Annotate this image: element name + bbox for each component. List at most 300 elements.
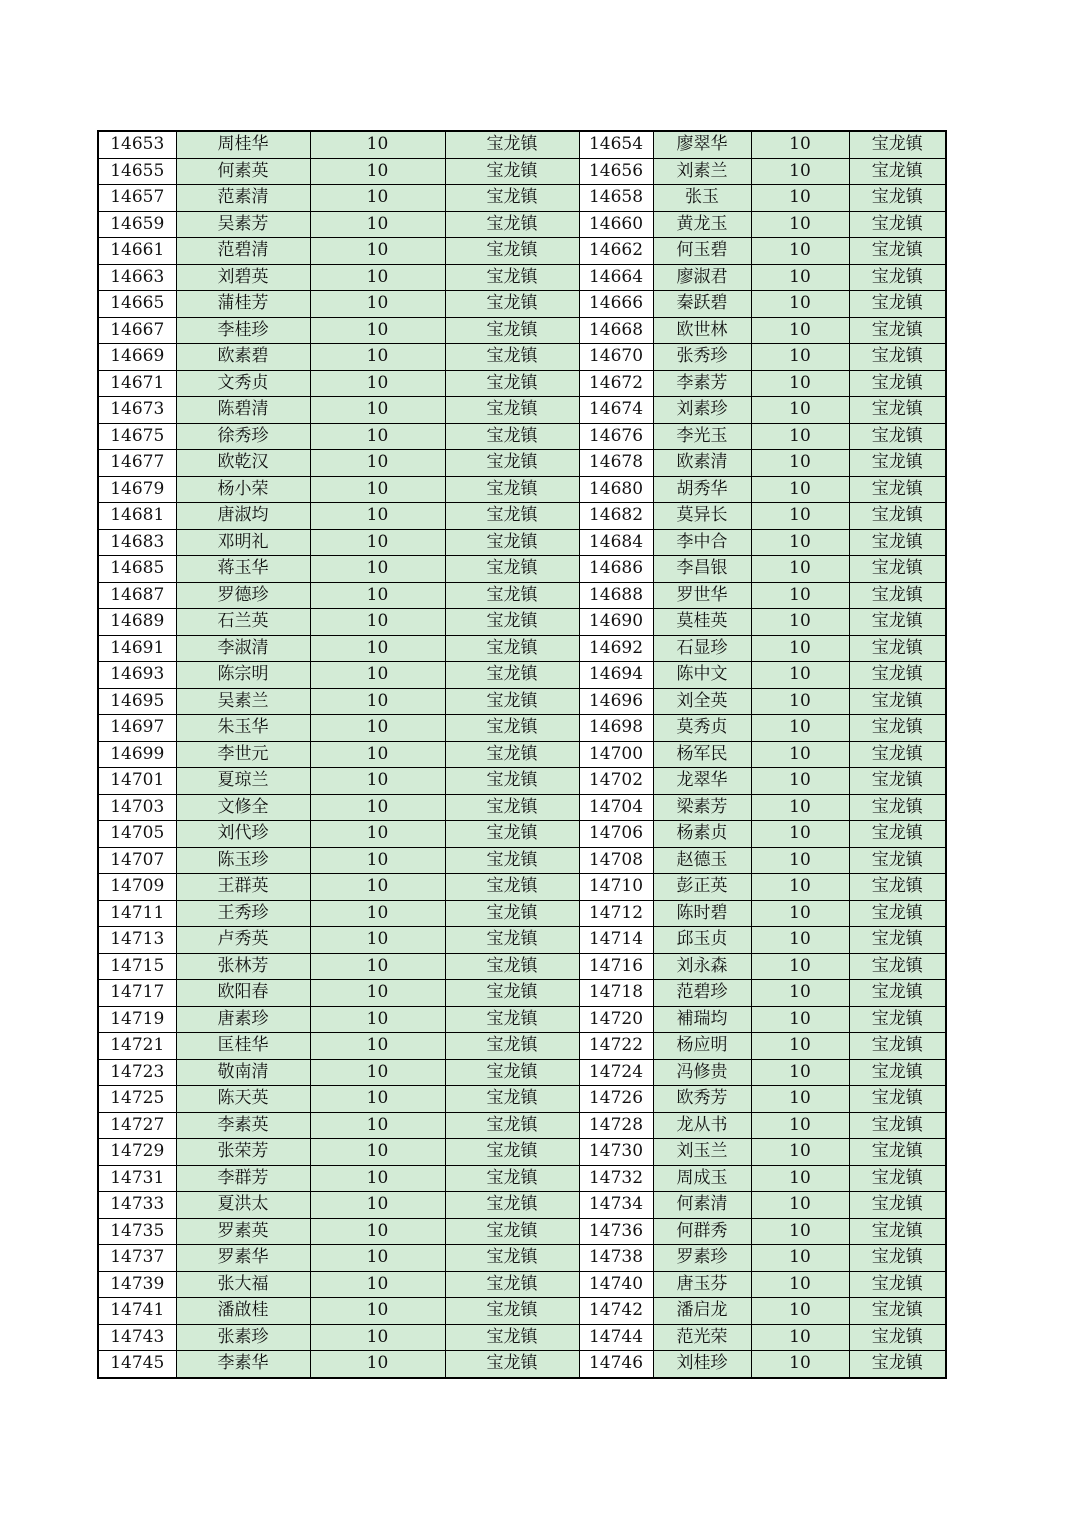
town-cell: 宝龙镇 (849, 715, 946, 742)
name-cell: 唐玉芬 (653, 1271, 751, 1298)
id-cell: 14740 (579, 1271, 653, 1298)
town-cell: 宝龙镇 (849, 158, 946, 185)
id-cell: 14667 (98, 317, 176, 344)
table-row (98, 238, 946, 265)
amount-cell: 10 (751, 1059, 849, 1086)
amount-cell: 10 (751, 185, 849, 212)
name-cell: 李素英 (176, 1112, 310, 1139)
town-cell: 宝龙镇 (849, 688, 946, 715)
id-cell: 14685 (98, 556, 176, 583)
town-cell: 宝龙镇 (445, 1006, 579, 1033)
id-cell: 14723 (98, 1059, 176, 1086)
name-cell: 罗素珍 (653, 1245, 751, 1272)
name-cell: 石兰英 (176, 609, 310, 636)
id-cell: 14712 (579, 900, 653, 927)
name-cell: 刘永森 (653, 953, 751, 980)
amount-cell: 10 (310, 1139, 445, 1166)
town-cell: 宝龙镇 (445, 1086, 579, 1113)
id-cell: 14700 (579, 741, 653, 768)
id-cell: 14726 (579, 1086, 653, 1113)
id-cell: 14734 (579, 1192, 653, 1219)
name-cell: 刘代珍 (176, 821, 310, 848)
name-cell: 罗素英 (176, 1218, 310, 1245)
table-row (98, 211, 946, 238)
table-row (98, 768, 946, 795)
name-cell: 彭正英 (653, 874, 751, 901)
table-row (98, 529, 946, 556)
town-cell: 宝龙镇 (849, 264, 946, 291)
id-cell: 14745 (98, 1351, 176, 1378)
id-cell: 14735 (98, 1218, 176, 1245)
name-cell: 王秀珍 (176, 900, 310, 927)
id-cell: 14692 (579, 635, 653, 662)
town-cell: 宝龙镇 (849, 1086, 946, 1113)
amount-cell: 10 (751, 900, 849, 927)
town-cell: 宝龙镇 (445, 715, 579, 742)
amount-cell: 10 (310, 238, 445, 265)
name-cell: 何素清 (653, 1192, 751, 1219)
id-cell: 14714 (579, 927, 653, 954)
id-cell: 14725 (98, 1086, 176, 1113)
town-cell: 宝龙镇 (445, 476, 579, 503)
name-cell: 罗素华 (176, 1245, 310, 1272)
name-cell: 匡桂华 (176, 1033, 310, 1060)
table-row (98, 688, 946, 715)
id-cell: 14673 (98, 397, 176, 424)
id-cell: 14728 (579, 1112, 653, 1139)
amount-cell: 10 (310, 794, 445, 821)
id-cell: 14688 (579, 582, 653, 609)
town-cell: 宝龙镇 (849, 317, 946, 344)
town-cell: 宝龙镇 (445, 238, 579, 265)
table-row (98, 794, 946, 821)
id-cell: 14680 (579, 476, 653, 503)
id-cell: 14665 (98, 291, 176, 318)
name-cell: 唐淑均 (176, 503, 310, 530)
id-cell: 14733 (98, 1192, 176, 1219)
name-cell: 张林芳 (176, 953, 310, 980)
name-cell: 张秀珍 (653, 344, 751, 371)
name-cell: 张荣芳 (176, 1139, 310, 1166)
table-row (98, 847, 946, 874)
name-cell: 李群芳 (176, 1165, 310, 1192)
amount-cell: 10 (310, 635, 445, 662)
town-cell: 宝龙镇 (849, 1298, 946, 1325)
amount-cell: 10 (751, 1033, 849, 1060)
amount-cell: 10 (310, 529, 445, 556)
name-cell: 吴素芳 (176, 211, 310, 238)
town-cell: 宝龙镇 (849, 1245, 946, 1272)
amount-cell: 10 (310, 370, 445, 397)
name-cell: 杨素贞 (653, 821, 751, 848)
amount-cell: 10 (751, 847, 849, 874)
table-row (98, 582, 946, 609)
amount-cell: 10 (310, 450, 445, 477)
town-cell: 宝龙镇 (445, 1218, 579, 1245)
id-cell: 14742 (579, 1298, 653, 1325)
table-body (98, 131, 946, 1378)
town-cell: 宝龙镇 (849, 582, 946, 609)
name-cell: 李中合 (653, 529, 751, 556)
amount-cell: 10 (751, 238, 849, 265)
table-row (98, 927, 946, 954)
amount-cell: 10 (751, 1192, 849, 1219)
amount-cell: 10 (310, 317, 445, 344)
name-cell: 卢秀英 (176, 927, 310, 954)
id-cell: 14681 (98, 503, 176, 530)
town-cell: 宝龙镇 (849, 821, 946, 848)
amount-cell: 10 (310, 874, 445, 901)
id-cell: 14727 (98, 1112, 176, 1139)
id-cell: 14693 (98, 662, 176, 689)
id-cell: 14677 (98, 450, 176, 477)
amount-cell: 10 (751, 158, 849, 185)
id-cell: 14729 (98, 1139, 176, 1166)
id-cell: 14722 (579, 1033, 653, 1060)
name-cell: 莫桂英 (653, 609, 751, 636)
table-row (98, 741, 946, 768)
amount-cell: 10 (751, 264, 849, 291)
amount-cell: 10 (310, 688, 445, 715)
name-cell: 李光玉 (653, 423, 751, 450)
town-cell: 宝龙镇 (445, 662, 579, 689)
town-cell: 宝龙镇 (445, 582, 579, 609)
id-cell: 14743 (98, 1324, 176, 1351)
id-cell: 14668 (579, 317, 653, 344)
name-cell: 龙翠华 (653, 768, 751, 795)
town-cell: 宝龙镇 (445, 317, 579, 344)
amount-cell: 10 (751, 1139, 849, 1166)
amount-cell: 10 (310, 821, 445, 848)
table-row (98, 1059, 946, 1086)
town-cell: 宝龙镇 (849, 370, 946, 397)
id-cell: 14731 (98, 1165, 176, 1192)
amount-cell: 10 (310, 927, 445, 954)
town-cell: 宝龙镇 (445, 609, 579, 636)
name-cell: 龙从书 (653, 1112, 751, 1139)
amount-cell: 10 (751, 582, 849, 609)
name-cell: 梁素芳 (653, 794, 751, 821)
table-row (98, 1033, 946, 1060)
table-row (98, 1192, 946, 1219)
town-cell: 宝龙镇 (849, 874, 946, 901)
name-cell: 夏琼兰 (176, 768, 310, 795)
id-cell: 14682 (579, 503, 653, 530)
id-cell: 14713 (98, 927, 176, 954)
amount-cell: 10 (751, 131, 849, 158)
id-cell: 14704 (579, 794, 653, 821)
id-cell: 14664 (579, 264, 653, 291)
table-row (98, 1245, 946, 1272)
amount-cell: 10 (310, 291, 445, 318)
amount-cell: 10 (310, 211, 445, 238)
name-cell: 徐秀珍 (176, 423, 310, 450)
table-row (98, 185, 946, 212)
name-cell: 刘玉兰 (653, 1139, 751, 1166)
town-cell: 宝龙镇 (849, 741, 946, 768)
name-cell: 周桂华 (176, 131, 310, 158)
amount-cell: 10 (310, 953, 445, 980)
name-cell: 陈宗明 (176, 662, 310, 689)
town-cell: 宝龙镇 (849, 450, 946, 477)
amount-cell: 10 (751, 715, 849, 742)
name-cell: 蒲桂芳 (176, 291, 310, 318)
town-cell: 宝龙镇 (445, 1165, 579, 1192)
name-cell: 陈中文 (653, 662, 751, 689)
name-cell: 王群英 (176, 874, 310, 901)
town-cell: 宝龙镇 (445, 529, 579, 556)
id-cell: 14671 (98, 370, 176, 397)
town-cell: 宝龙镇 (445, 1245, 579, 1272)
town-cell: 宝龙镇 (445, 1351, 579, 1378)
id-cell: 14724 (579, 1059, 653, 1086)
id-cell: 14670 (579, 344, 653, 371)
town-cell: 宝龙镇 (849, 556, 946, 583)
name-cell: 李昌银 (653, 556, 751, 583)
amount-cell: 10 (751, 1351, 849, 1378)
id-cell: 14711 (98, 900, 176, 927)
town-cell: 宝龙镇 (445, 397, 579, 424)
amount-cell: 10 (310, 158, 445, 185)
name-cell: 赵德玉 (653, 847, 751, 874)
amount-cell: 10 (310, 900, 445, 927)
amount-cell: 10 (751, 291, 849, 318)
id-cell: 14698 (579, 715, 653, 742)
town-cell: 宝龙镇 (445, 1192, 579, 1219)
name-cell: 欧素碧 (176, 344, 310, 371)
name-cell: 刘全英 (653, 688, 751, 715)
name-cell: 潘啟桂 (176, 1298, 310, 1325)
table-row (98, 131, 946, 158)
table-row (98, 370, 946, 397)
id-cell: 14663 (98, 264, 176, 291)
town-cell: 宝龙镇 (849, 211, 946, 238)
id-cell: 14699 (98, 741, 176, 768)
id-cell: 14739 (98, 1271, 176, 1298)
town-cell: 宝龙镇 (445, 131, 579, 158)
town-cell: 宝龙镇 (445, 291, 579, 318)
town-cell: 宝龙镇 (849, 953, 946, 980)
name-cell: 文秀贞 (176, 370, 310, 397)
table-row (98, 264, 946, 291)
amount-cell: 10 (310, 1006, 445, 1033)
amount-cell: 10 (310, 185, 445, 212)
town-cell: 宝龙镇 (849, 1139, 946, 1166)
id-cell: 14659 (98, 211, 176, 238)
id-cell: 14716 (579, 953, 653, 980)
name-cell: 邓明礼 (176, 529, 310, 556)
id-cell: 14686 (579, 556, 653, 583)
amount-cell: 10 (751, 609, 849, 636)
name-cell: 杨军民 (653, 741, 751, 768)
amount-cell: 10 (310, 662, 445, 689)
amount-cell: 10 (751, 768, 849, 795)
id-cell: 14676 (579, 423, 653, 450)
amount-cell: 10 (751, 741, 849, 768)
amount-cell: 10 (751, 953, 849, 980)
name-cell: 欧素清 (653, 450, 751, 477)
id-cell: 14717 (98, 980, 176, 1007)
town-cell: 宝龙镇 (849, 185, 946, 212)
id-cell: 14661 (98, 238, 176, 265)
id-cell: 14695 (98, 688, 176, 715)
town-cell: 宝龙镇 (445, 1271, 579, 1298)
name-cell: 莫异长 (653, 503, 751, 530)
amount-cell: 10 (310, 344, 445, 371)
id-cell: 14684 (579, 529, 653, 556)
town-cell: 宝龙镇 (445, 344, 579, 371)
amount-cell: 10 (751, 317, 849, 344)
amount-cell: 10 (751, 1086, 849, 1113)
id-cell: 14746 (579, 1351, 653, 1378)
amount-cell: 10 (310, 1298, 445, 1325)
town-cell: 宝龙镇 (445, 1324, 579, 1351)
amount-cell: 10 (310, 1059, 445, 1086)
table-row (98, 503, 946, 530)
id-cell: 14653 (98, 131, 176, 158)
id-cell: 14730 (579, 1139, 653, 1166)
town-cell: 宝龙镇 (849, 794, 946, 821)
id-cell: 14718 (579, 980, 653, 1007)
town-cell: 宝龙镇 (849, 1218, 946, 1245)
name-cell: 敬南清 (176, 1059, 310, 1086)
id-cell: 14656 (579, 158, 653, 185)
amount-cell: 10 (751, 821, 849, 848)
id-cell: 14658 (579, 185, 653, 212)
town-cell: 宝龙镇 (849, 927, 946, 954)
amount-cell: 10 (310, 1351, 445, 1378)
name-cell: 秦跃碧 (653, 291, 751, 318)
amount-cell: 10 (751, 211, 849, 238)
amount-cell: 10 (751, 1324, 849, 1351)
table-row (98, 291, 946, 318)
town-cell: 宝龙镇 (849, 238, 946, 265)
name-cell: 张素珍 (176, 1324, 310, 1351)
table-row (98, 609, 946, 636)
town-cell: 宝龙镇 (445, 741, 579, 768)
id-cell: 14689 (98, 609, 176, 636)
amount-cell: 10 (751, 344, 849, 371)
amount-cell: 10 (310, 741, 445, 768)
town-cell: 宝龙镇 (445, 794, 579, 821)
town-cell: 宝龙镇 (849, 1351, 946, 1378)
id-cell: 14708 (579, 847, 653, 874)
town-cell: 宝龙镇 (445, 874, 579, 901)
data-table (97, 130, 947, 1379)
town-cell: 宝龙镇 (445, 370, 579, 397)
amount-cell: 10 (310, 503, 445, 530)
table-row (98, 450, 946, 477)
town-cell: 宝龙镇 (849, 768, 946, 795)
table-row (98, 1271, 946, 1298)
table-row (98, 821, 946, 848)
id-cell: 14654 (579, 131, 653, 158)
id-cell: 14657 (98, 185, 176, 212)
amount-cell: 10 (751, 450, 849, 477)
id-cell: 14737 (98, 1245, 176, 1272)
amount-cell: 10 (751, 503, 849, 530)
name-cell: 周成玉 (653, 1165, 751, 1192)
town-cell: 宝龙镇 (849, 131, 946, 158)
amount-cell: 10 (751, 1298, 849, 1325)
town-cell: 宝龙镇 (445, 1033, 579, 1060)
id-cell: 14696 (579, 688, 653, 715)
table-row (98, 1139, 946, 1166)
name-cell: 廖翠华 (653, 131, 751, 158)
amount-cell: 10 (310, 264, 445, 291)
name-cell: 刘桂珍 (653, 1351, 751, 1378)
table-row (98, 980, 946, 1007)
town-cell: 宝龙镇 (849, 476, 946, 503)
table-row (98, 344, 946, 371)
name-cell: 廖淑君 (653, 264, 751, 291)
id-cell: 14703 (98, 794, 176, 821)
name-cell: 吴素兰 (176, 688, 310, 715)
name-cell: 補瑞均 (653, 1006, 751, 1033)
amount-cell: 10 (310, 1033, 445, 1060)
amount-cell: 10 (751, 662, 849, 689)
amount-cell: 10 (310, 1218, 445, 1245)
table-row (98, 1112, 946, 1139)
name-cell: 欧秀芳 (653, 1086, 751, 1113)
id-cell: 14705 (98, 821, 176, 848)
id-cell: 14721 (98, 1033, 176, 1060)
name-cell: 刘碧英 (176, 264, 310, 291)
amount-cell: 10 (751, 874, 849, 901)
town-cell: 宝龙镇 (849, 1271, 946, 1298)
table-row (98, 317, 946, 344)
table-row (98, 1218, 946, 1245)
table-row (98, 423, 946, 450)
amount-cell: 10 (751, 476, 849, 503)
town-cell: 宝龙镇 (445, 264, 579, 291)
town-cell: 宝龙镇 (445, 635, 579, 662)
name-cell: 黄龙玉 (653, 211, 751, 238)
amount-cell: 10 (310, 476, 445, 503)
id-cell: 14732 (579, 1165, 653, 1192)
table-row (98, 158, 946, 185)
id-cell: 14655 (98, 158, 176, 185)
amount-cell: 10 (310, 1086, 445, 1113)
table-row (98, 1165, 946, 1192)
name-cell: 刘素珍 (653, 397, 751, 424)
table-row (98, 953, 946, 980)
id-cell: 14709 (98, 874, 176, 901)
town-cell: 宝龙镇 (445, 900, 579, 927)
amount-cell: 10 (751, 794, 849, 821)
table-row (98, 635, 946, 662)
amount-cell: 10 (751, 1112, 849, 1139)
amount-cell: 10 (751, 927, 849, 954)
name-cell: 蒋玉华 (176, 556, 310, 583)
town-cell: 宝龙镇 (445, 211, 579, 238)
id-cell: 14720 (579, 1006, 653, 1033)
id-cell: 14707 (98, 847, 176, 874)
name-cell: 范光荣 (653, 1324, 751, 1351)
amount-cell: 10 (310, 1192, 445, 1219)
town-cell: 宝龙镇 (849, 1006, 946, 1033)
name-cell: 刘素兰 (653, 158, 751, 185)
town-cell: 宝龙镇 (849, 529, 946, 556)
amount-cell: 10 (751, 370, 849, 397)
name-cell: 何群秀 (653, 1218, 751, 1245)
name-cell: 唐素珍 (176, 1006, 310, 1033)
name-cell: 罗德珍 (176, 582, 310, 609)
id-cell: 14675 (98, 423, 176, 450)
town-cell: 宝龙镇 (849, 1059, 946, 1086)
amount-cell: 10 (751, 1006, 849, 1033)
amount-cell: 10 (310, 423, 445, 450)
